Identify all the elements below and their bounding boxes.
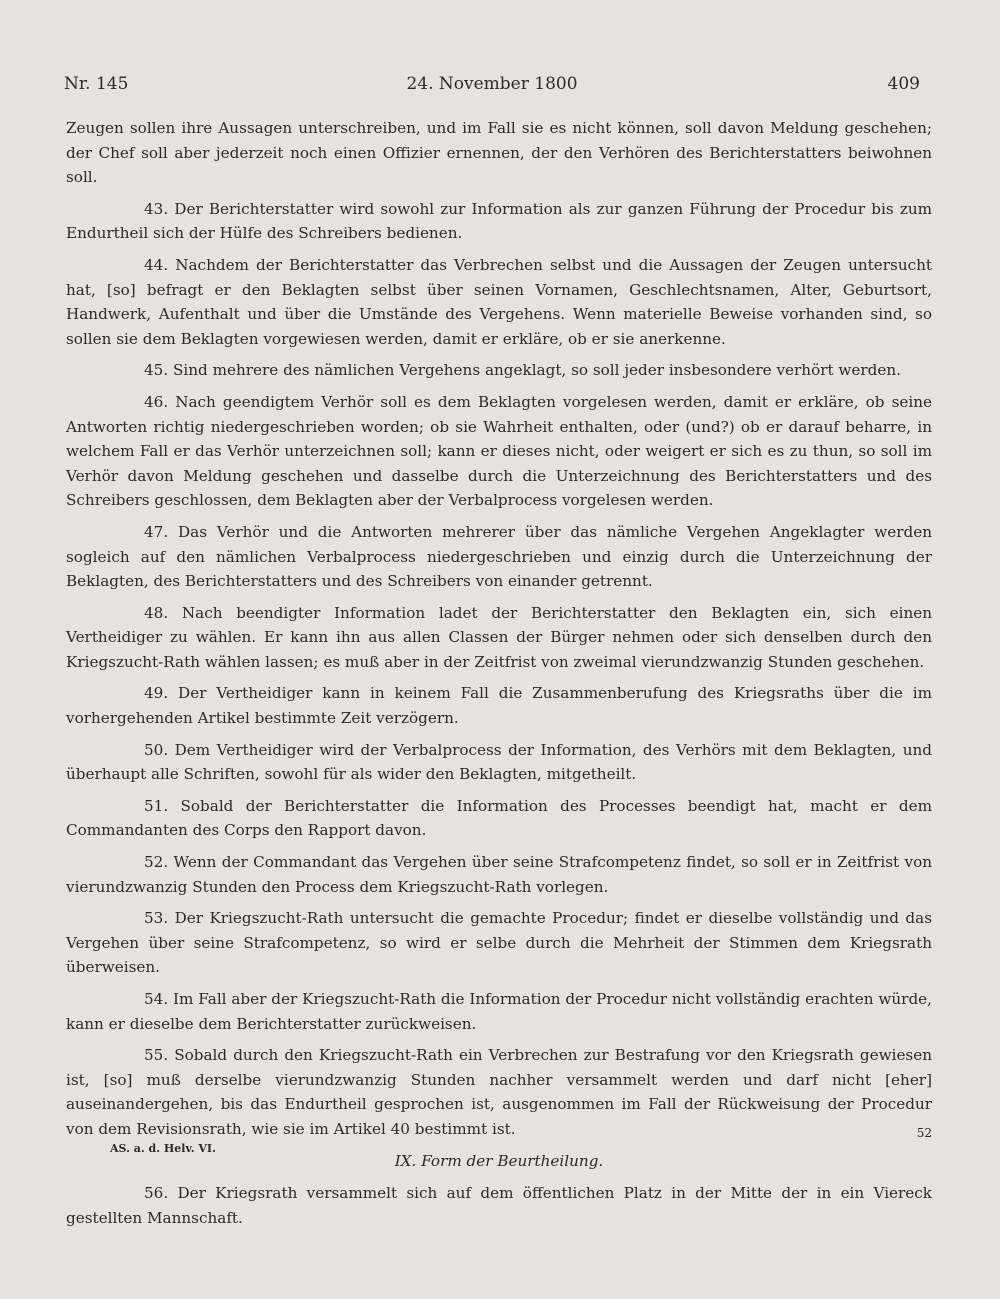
paragraph: 56. Der Kriegsrath versammelt sich auf dem öffentlichen Platz in der Mitte der in ein Viereck gestellten Mannschaft. [66, 1184, 932, 1227]
page-header [64, 74, 920, 104]
paragraph: 55. Sobald durch den Kriegszucht-Rath ein Verbrechen zur Bestrafung vor den Kriegsrath gewiesen ist, [so] muß derselbe vierundzwanzig Stunden nachher versammelt werden und darf nicht [eher] auseinandergehen, bis das Endurtheil gesprochen ist, ausgenommen im Fall der Rückweisung der Procedur von dem Revisionsrath, wie sie im Artikel 40 bestimmt ist. [66, 1046, 932, 1138]
paragraph: 52. Wenn der Commandant das Vergehen über seine Strafcompetenz findet, so soll er in Zeitfrist von vierundzwanzig Stunden den Process dem Kriegszucht-Rath vorlegen. [66, 853, 932, 896]
paragraph: 47. Das Verhör und die Antworten mehrerer über das nämliche Vergehen Angeklagter werden sogleich auf den nämlichen Verbalprocess niedergeschrieben und einzig durch die Unterzeichnung der Beklagten, des Berichterstatters und des Schreibers von einander getrennt. [66, 522, 932, 591]
paragraph: 50. Dem Vertheidiger wird der Verbalprocess der Information, des Verhörs mit dem Beklagten, und überhaupt alle Schriften, sowohl für als wider den Beklagten, mitgetheilt. [66, 740, 932, 784]
paragraph: 44. Nachdem der Berichterstatter das Verbrechen selbst und die Aussagen der Zeugen untersucht hat, [so] befragt er den Beklagten selbst über seinen Vornamen, Geschlechtsnamen, Alter, Geburtsort, Handwerk, Aufenthalt und über die Umstände des Vergehens. Wenn materielle Beweise vorhanden sind, so sollen sie dem Beklagten vorgewiesen werden, damit er erkläre, ob er sie anerkenne. [66, 255, 932, 348]
paragraph: 43. Der Berichterstatter wird sowohl zur Information als zur ganzen Führung der Procedur bis zum Endurtheil sich der Hülfe des Schreibers bedienen. [66, 199, 932, 243]
paragraph: 49. Der Vertheidiger kann in keinem Fall die Zusammenberufung des Kriegsraths über die im vorhergehenden Artikel bestimmte Zeit verzögern. [66, 684, 932, 728]
paragraph: 53. Der Kriegszucht-Rath untersucht die gemachte Procedur; findet er dieselbe vollständig und das Vergehen über seine Strafcompetenz, so wird er selbe durch die Mehrheit der Stimmen dem Kriegsrath überweisen. [66, 909, 932, 977]
paragraph: Zeugen sollen ihre Aussagen unterschreiben, und im Fall sie es nicht können, soll davon Meldung geschehen; der Chef soll aber jederzeit noch einen Offizier ernennen, der den Verhören des Berichterstatters beiwohnen soll. [66, 119, 932, 187]
page-footer [110, 1126, 932, 1166]
document-date: 24. November 1800 [406, 74, 578, 94]
paragraph: 46. Nach geendigtem Verhör soll es dem Beklagten vorgelesen werden, damit er erkläre, ob seine Antworten richtig niedergeschrieben worden; ob sie Wahrheit enthalten, oder (und?) ob er darauf beharre, in welchem Fall er das Verhör unterzeichnen soll; kann er dieses nicht, oder weigert er sich es zu thun, so soll im Verhör davon Meldung geschehen und dasselbe durch die Unterzeichnung des Berichterstatters und des Schreibers geschlossen, dem Beklagten aber der Verbalprocess vorgelesen werden. [66, 392, 932, 510]
signature-mark: 52 [916, 1126, 932, 1140]
paragraph: 54. Im Fall aber der Kriegszucht-Rath die Information der Procedur nicht vollständig erachten würde, kann er dieselbe dem Berichterstatter zurückweisen. [66, 990, 932, 1033]
paragraph: 45. Sind mehrere des nämlichen Vergehens angeklagt, so soll jeder insbesondere verhört werden. [144, 361, 901, 380]
page-number: 409 [887, 74, 920, 94]
document-number: Nr. 145 [64, 74, 129, 94]
paragraph: 48. Nach beendigter Information ladet der Berichterstatter den Beklagten ein, sich einen Vertheidiger zu wählen. Er kann ihn aus allen Classen der Bürger nehmen oder sich denselben durch den Kriegszucht-Rath wählen lassen; es muß aber in der Zeitfrist von zweimal vierundzwanzig Stunden geschehen. [66, 603, 932, 671]
body-text [66, 116, 932, 1237]
paragraph: 51. Sobald der Berichterstatter die Information des Processes beendigt hat, macht er dem Commandanten des Corps den Rapport davon. [66, 796, 932, 840]
section-heading: IX. Form der Beurtheilung. [394, 1151, 604, 1170]
source-reference: AS. a. d. Helv. VI. [110, 1142, 216, 1155]
